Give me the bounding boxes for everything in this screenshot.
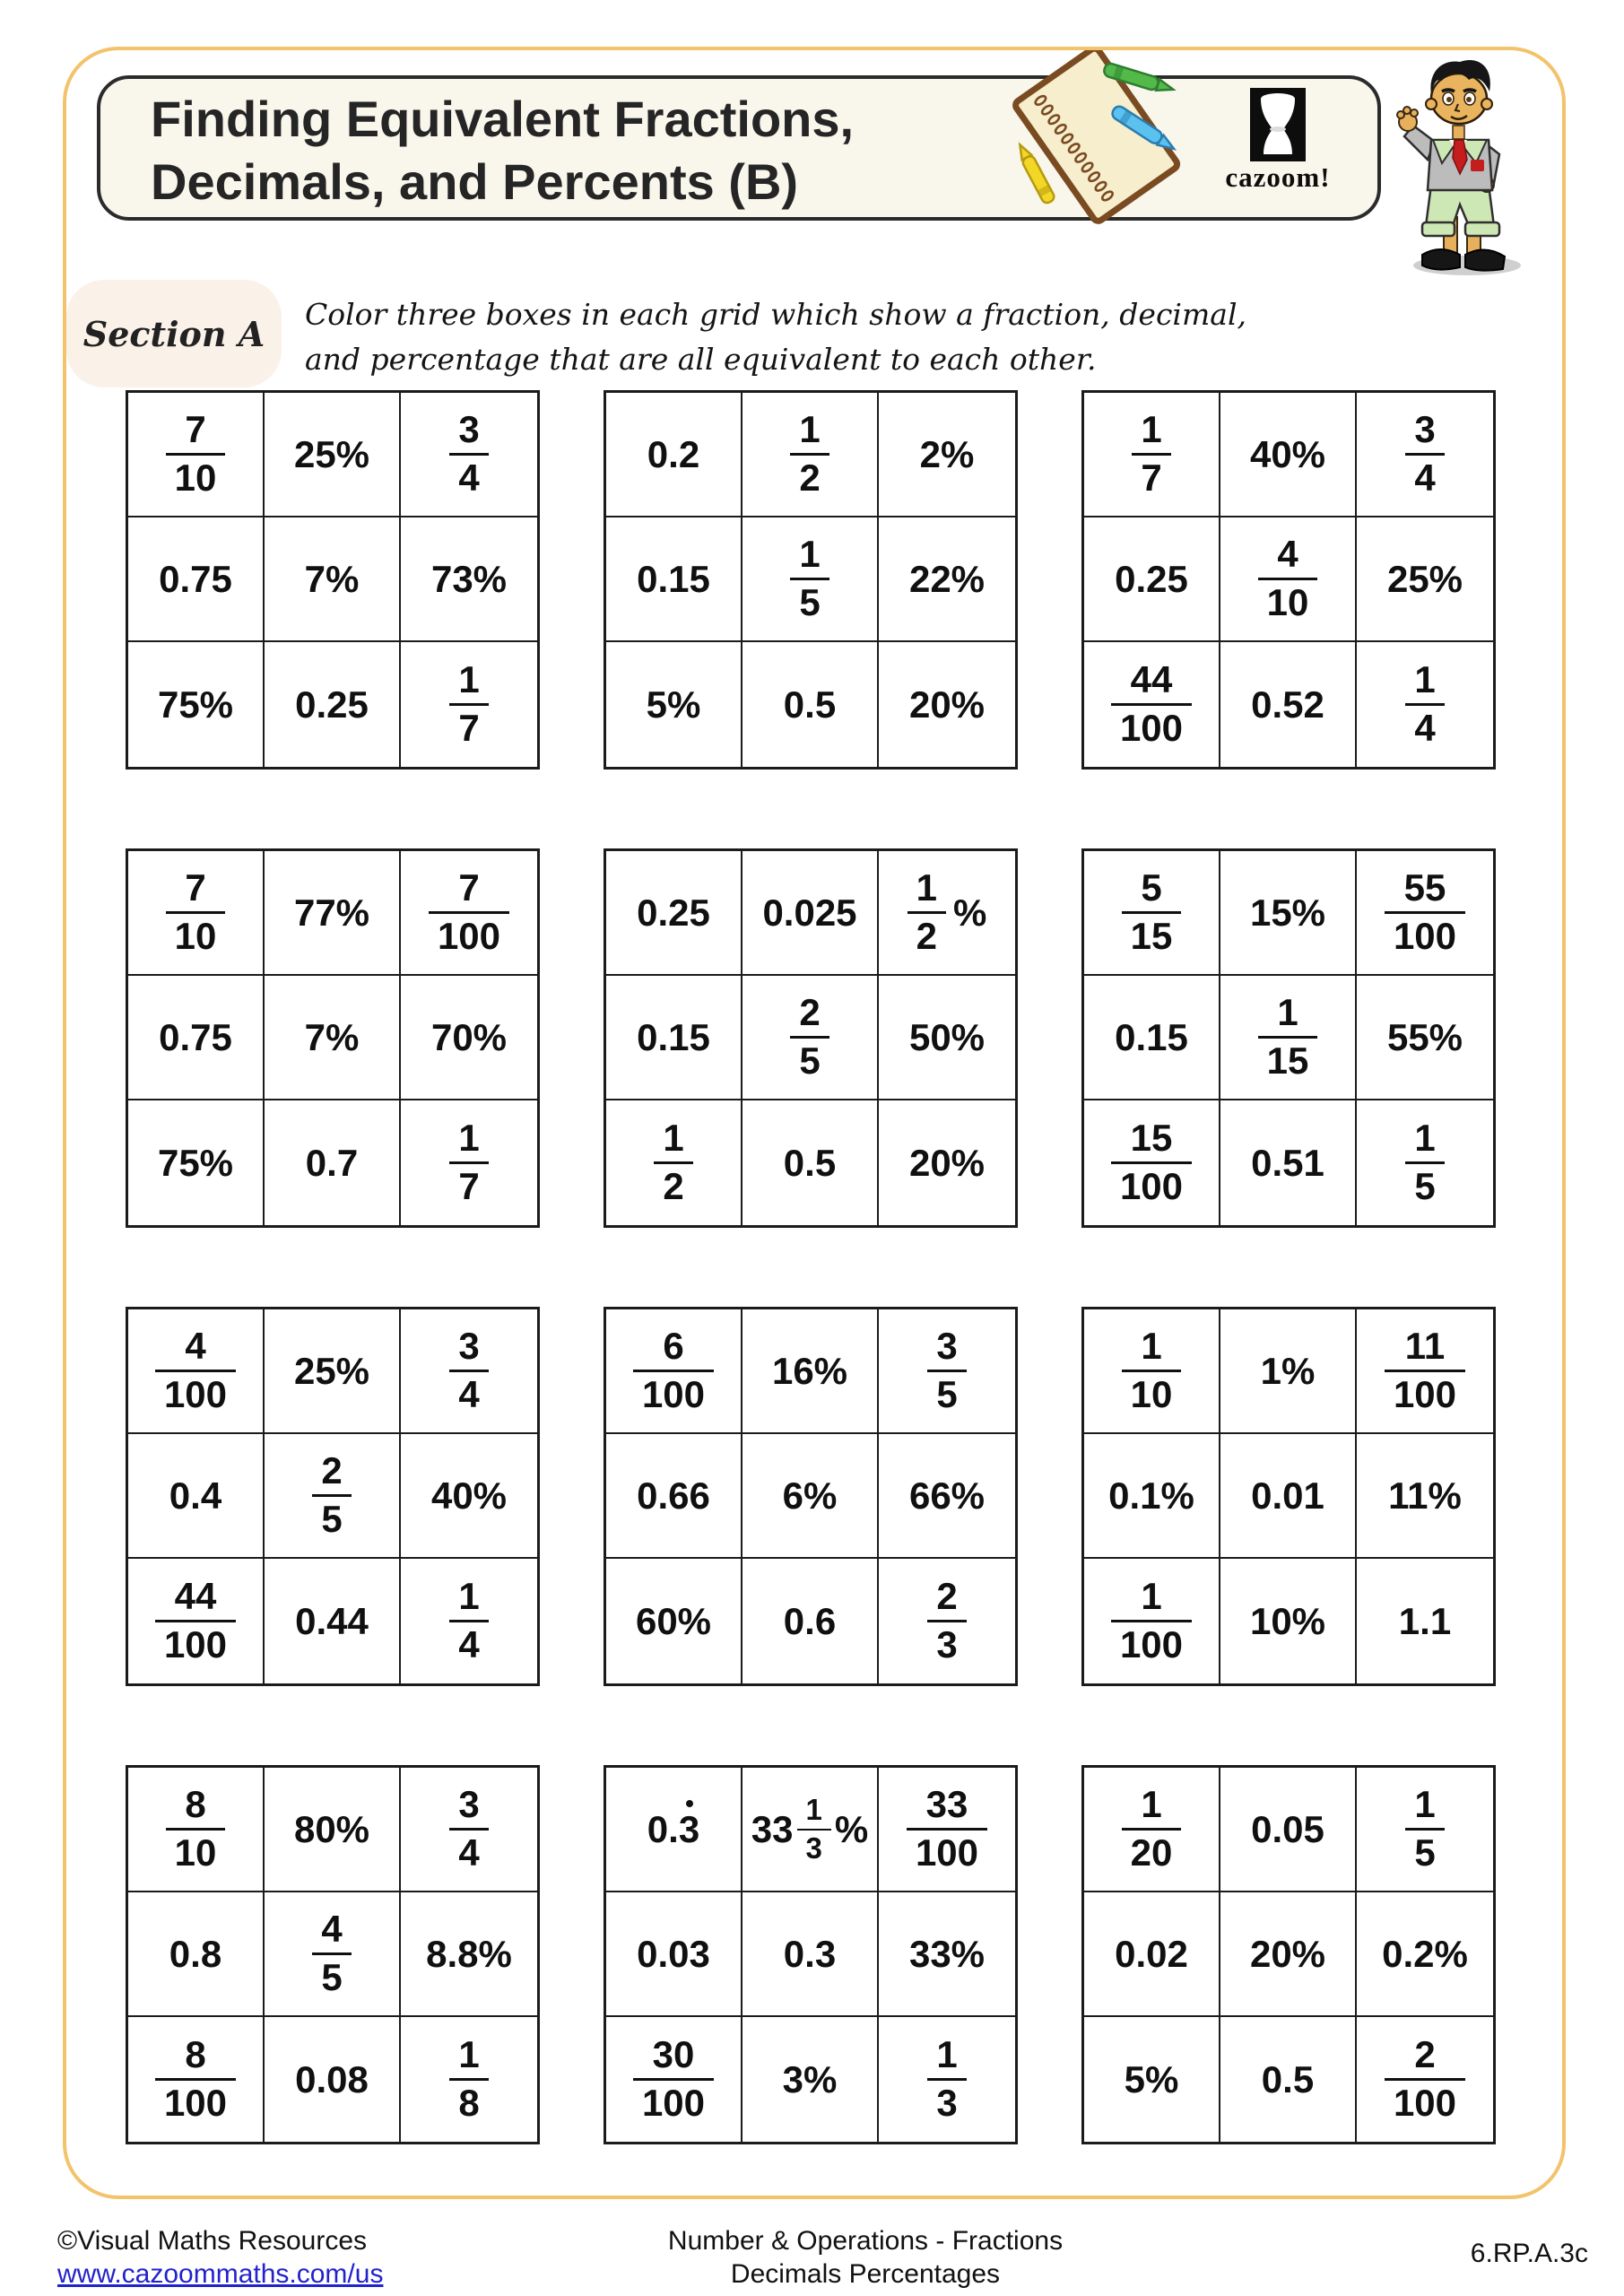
grid-3-cell-6[interactable]	[1357, 517, 1493, 642]
page-title-line2: Decimals, and Percents (B)	[151, 153, 799, 210]
fraction-value: $\frac{7}{100}$	[429, 868, 509, 956]
page-title	[151, 88, 854, 213]
grid-5-cell-2[interactable]	[743, 851, 879, 976]
grid-2-cell-5[interactable]	[743, 517, 879, 642]
cell-value: 2%	[919, 432, 975, 475]
equivalence-grid-12	[1081, 1765, 1496, 2144]
cell-value: 16%	[771, 1349, 848, 1392]
cell-value: 0.15	[637, 557, 710, 600]
grid-2-cell-3[interactable]	[879, 393, 1015, 517]
grid-1-cell-9[interactable]	[401, 642, 537, 767]
grid-6-cell-8[interactable]	[1220, 1100, 1357, 1225]
grid-5-cell-4[interactable]	[606, 976, 743, 1100]
grids-container	[126, 390, 1496, 2144]
footer-standard-code: 6.RP.A.3c	[1470, 2239, 1588, 2268]
equivalence-grid-10	[126, 1765, 540, 2144]
cell-value: 0.025	[762, 891, 857, 934]
grid-4-cell-8[interactable]	[265, 1100, 401, 1225]
page-title-line1: Finding Equivalent Fractions,	[151, 91, 855, 147]
fraction-value: $\frac{1}{5}$	[1405, 1118, 1444, 1206]
grid-2-cell-4[interactable]	[606, 517, 743, 642]
fraction-value: $\frac{4}{5}$	[312, 1909, 351, 1997]
fraction-value: $\frac{44}{100}$	[155, 1577, 236, 1665]
grid-3-cell-3[interactable]	[1357, 393, 1493, 517]
grid-10-cell-6[interactable]	[401, 1892, 537, 2017]
grid-12-cell-6[interactable]	[1357, 1892, 1493, 2017]
grid-10-cell-9[interactable]	[401, 2017, 537, 2142]
grid-6-cell-6[interactable]	[1357, 976, 1493, 1100]
grid-9-cell-1[interactable]	[1084, 1309, 1220, 1434]
grid-1-cell-5[interactable]	[265, 517, 401, 642]
section-a-box	[66, 280, 282, 387]
equivalence-grid-7	[126, 1307, 540, 1686]
cell-value: 0.7	[305, 1141, 359, 1184]
grid-1-cell-6[interactable]	[401, 517, 537, 642]
fraction-value: $\frac{1}{3}$	[927, 2035, 966, 2123]
grid-7-cell-7[interactable]	[128, 1559, 265, 1683]
fraction-value: $\frac{1}{5}$	[1405, 1785, 1444, 1873]
mixed-number-percent-value: 33 $\frac{1}{3}$ %	[751, 1792, 869, 1865]
cell-value: 73%	[430, 557, 508, 600]
cell-value: 0.66	[637, 1474, 710, 1517]
fraction-value: $\frac{8}{10}$	[166, 1785, 226, 1873]
grid-11-cell-6[interactable]	[879, 1892, 1015, 2017]
fraction-value: $\frac{1}{10}$	[1122, 1326, 1182, 1414]
grid-6-cell-9[interactable]	[1357, 1100, 1493, 1225]
grid-10-cell-7[interactable]	[128, 2017, 265, 2142]
grid-3-cell-4[interactable]	[1084, 517, 1220, 642]
grid-7-cell-2[interactable]	[265, 1309, 401, 1434]
equivalence-grid-11	[604, 1765, 1018, 2144]
cell-value: 20%	[908, 683, 986, 726]
grid-8-cell-2[interactable]	[743, 1309, 879, 1434]
cell-value: 77%	[293, 891, 370, 934]
fraction-value: $\frac{1}{2}$	[790, 410, 829, 498]
grid-4-cell-7[interactable]	[128, 1100, 265, 1225]
grid-4-cell-3[interactable]	[401, 851, 537, 976]
grid-7-cell-9[interactable]	[401, 1559, 537, 1683]
grid-2-cell-2[interactable]	[743, 393, 879, 517]
cell-value: 0.02	[1115, 1932, 1188, 1975]
grid-12-cell-9[interactable]	[1357, 2017, 1493, 2142]
cell-value: 0.4	[169, 1474, 222, 1517]
grid-1-cell-1[interactable]	[128, 393, 265, 517]
grid-4-cell-1[interactable]	[128, 851, 265, 976]
fraction-value: $\frac{3}{4}$	[1405, 410, 1444, 498]
grid-9-cell-9[interactable]	[1357, 1559, 1493, 1683]
grid-7-cell-5[interactable]	[265, 1434, 401, 1559]
cell-value: 0.75	[159, 1015, 232, 1058]
cazoom-logo-text: cazoom!	[1225, 161, 1331, 193]
cell-value: 3%	[782, 2057, 838, 2100]
fraction-value: $\frac{11}{100}$	[1385, 1326, 1465, 1414]
cell-value: 0.25	[1115, 557, 1188, 600]
cell-value: 0.5	[1261, 2057, 1315, 2100]
cell-value: 0.2	[647, 432, 700, 475]
grid-3-cell-2[interactable]	[1220, 393, 1357, 517]
grid-2-cell-7[interactable]	[606, 642, 743, 767]
cell-value: 50%	[908, 1015, 986, 1058]
fraction-value: $\frac{1}{7}$	[449, 660, 488, 748]
grid-12-cell-5[interactable]	[1220, 1892, 1357, 2017]
fraction-value: $\frac{1}{100}$	[1111, 1577, 1192, 1665]
cell-value: 70%	[430, 1015, 508, 1058]
fraction-value: $\frac{1}{7}$	[1132, 410, 1170, 498]
grid-1-cell-4[interactable]	[128, 517, 265, 642]
cell-value: 0.75	[159, 557, 232, 600]
grid-9-cell-7[interactable]	[1084, 1559, 1220, 1683]
cell-value: 0.15	[637, 1015, 710, 1058]
grid-8-cell-6[interactable]	[879, 1434, 1015, 1559]
grid-9-cell-6[interactable]	[1357, 1434, 1493, 1559]
fraction-value: $\frac{1}{20}$	[1122, 1785, 1182, 1873]
cell-value: 66%	[908, 1474, 986, 1517]
cell-value: 33%	[908, 1932, 986, 1975]
grid-11-cell-1[interactable]	[606, 1768, 743, 1892]
grid-12-cell-2[interactable]	[1220, 1768, 1357, 1892]
grid-1-cell-7[interactable]	[128, 642, 265, 767]
footer-website-link[interactable]: www.cazoommaths.com/us	[57, 2259, 384, 2289]
cell-value: 0.8	[169, 1932, 222, 1975]
cell-value: 20%	[1249, 1932, 1326, 1975]
cell-value: 5%	[1124, 2057, 1179, 2100]
fraction-value: $\frac{3}{4}$	[449, 1785, 488, 1873]
fraction-value: $\frac{1}{2}$	[908, 868, 946, 956]
grid-4-cell-9[interactable]	[401, 1100, 537, 1225]
grid-3-cell-1[interactable]	[1084, 393, 1220, 517]
cell-value: 20%	[908, 1141, 986, 1184]
fraction-value: $\frac{5}{15}$	[1122, 868, 1182, 956]
equivalence-grid-8	[604, 1307, 1018, 1686]
grid-9-cell-2[interactable]	[1220, 1309, 1357, 1434]
grid-3-cell-5[interactable]	[1220, 517, 1357, 642]
fraction-value: $\frac{2}{5}$	[790, 993, 829, 1081]
grid-9-cell-8[interactable]	[1220, 1559, 1357, 1683]
grid-3-cell-8[interactable]	[1220, 642, 1357, 767]
equivalence-grid-2	[604, 390, 1018, 770]
grid-8-cell-3[interactable]	[879, 1309, 1015, 1434]
grid-1-cell-3[interactable]	[401, 393, 537, 517]
grid-4-cell-5[interactable]	[265, 976, 401, 1100]
cell-value: 55%	[1386, 1015, 1463, 1058]
grid-11-cell-5[interactable]	[743, 1892, 879, 2017]
fraction-value: $\frac{55}{100}$	[1385, 868, 1465, 956]
fraction-value: $\frac{8}{100}$	[155, 2035, 236, 2123]
cell-value: 60%	[635, 1599, 712, 1642]
fraction-value: $\frac{4}{10}$	[1258, 535, 1318, 622]
footer-center	[126, 2224, 1605, 2291]
grid-5-cell-1[interactable]	[606, 851, 743, 976]
fraction-value: $\frac{7}{10}$	[166, 410, 226, 498]
grid-6-cell-4[interactable]	[1084, 976, 1220, 1100]
cell-value: 40%	[1249, 432, 1326, 475]
fraction-value: $\frac{4}{100}$	[155, 1326, 236, 1414]
equivalence-grid-1	[126, 390, 540, 770]
fraction-value: $\frac{1}{8}$	[449, 2035, 488, 2123]
grid-7-cell-4[interactable]	[128, 1434, 265, 1559]
cell-value: 1%	[1260, 1349, 1316, 1392]
fraction-value: $\frac{1}{4}$	[449, 1577, 488, 1665]
grid-8-cell-9[interactable]	[879, 1559, 1015, 1683]
grid-2-cell-9[interactable]	[879, 642, 1015, 767]
equivalence-grid-5	[604, 848, 1018, 1228]
fraction-value: $\frac{44}{100}$	[1111, 660, 1192, 748]
fraction-value: $\frac{1}{4}$	[1405, 660, 1444, 748]
fraction-value: $\frac{33}{100}$	[907, 1785, 987, 1873]
grid-5-cell-3[interactable]	[879, 851, 1015, 976]
instructions-line1: Color three boxes in each grid which show a fraction, decimal,	[305, 297, 1246, 332]
grid-4-cell-2[interactable]	[265, 851, 401, 976]
equivalence-grid-3	[1081, 390, 1496, 770]
cell-value: 0.3	[783, 1932, 837, 1975]
grid-12-cell-7[interactable]	[1084, 2017, 1220, 2142]
grid-5-cell-9[interactable]	[879, 1100, 1015, 1225]
section-a-label: Section A	[83, 313, 265, 354]
cell-value: 22%	[908, 557, 986, 600]
grid-5-cell-7[interactable]	[606, 1100, 743, 1225]
fraction-value: $\frac{30}{100}$	[633, 2035, 714, 2123]
grid-10-cell-2[interactable]	[265, 1768, 401, 1892]
footer-copyright: ©Visual Maths Resources	[57, 2226, 368, 2256]
footer-topic-line1: Number & Operations - Fractions	[667, 2226, 1064, 2256]
fraction-value: $\frac{6}{100}$	[633, 1326, 714, 1414]
cell-value: 40%	[430, 1474, 508, 1517]
grid-6-cell-2[interactable]	[1220, 851, 1357, 976]
grid-9-cell-4[interactable]	[1084, 1434, 1220, 1559]
cell-value: 0.15	[1115, 1015, 1188, 1058]
cell-value: 6%	[782, 1474, 838, 1517]
fraction-value: $\frac{15}{100}$	[1111, 1118, 1192, 1206]
grid-7-cell-1[interactable]	[128, 1309, 265, 1434]
grid-6-cell-1[interactable]	[1084, 851, 1220, 976]
grid-7-cell-6[interactable]	[401, 1434, 537, 1559]
fraction-value: $\frac{1}{3}$	[797, 1795, 831, 1864]
cell-value: 5%	[646, 683, 701, 726]
fraction-value: $\frac{3}{5}$	[927, 1326, 966, 1414]
grid-6-cell-5[interactable]	[1220, 976, 1357, 1100]
fraction-value: $\frac{1}{7}$	[449, 1118, 488, 1206]
grid-11-cell-3[interactable]	[879, 1768, 1015, 1892]
grid-8-cell-1[interactable]	[606, 1309, 743, 1434]
cell-value: 7%	[304, 1015, 360, 1058]
cell-value: 0.2%	[1382, 1932, 1468, 1975]
grid-8-cell-5[interactable]	[743, 1434, 879, 1559]
grid-9-cell-5[interactable]	[1220, 1434, 1357, 1559]
footer-topic-line2: Decimals Percentages	[730, 2259, 1001, 2289]
cell-value: 0.6	[783, 1599, 837, 1642]
grid-6-cell-3[interactable]	[1357, 851, 1493, 976]
cell-value: 1.1	[1398, 1599, 1452, 1642]
fraction-value: $\frac{2}{5}$	[312, 1451, 351, 1539]
notebook-crayons-illustration	[1003, 50, 1195, 230]
grid-4-cell-4[interactable]	[128, 976, 265, 1100]
cell-value: 0.25	[637, 891, 710, 934]
cell-value: 0.5	[783, 683, 837, 726]
cell-value: 7%	[304, 557, 360, 600]
grid-6-cell-7[interactable]	[1084, 1100, 1220, 1225]
cell-value: 0.08	[295, 2057, 369, 2100]
cazoom-drum-icon	[1215, 86, 1341, 167]
grid-5-cell-5[interactable]	[743, 976, 879, 1100]
grid-10-cell-8[interactable]	[265, 2017, 401, 2142]
fraction-value: $\frac{3}{4}$	[449, 1326, 488, 1414]
grid-11-cell-8[interactable]	[743, 2017, 879, 2142]
grid-8-cell-4[interactable]	[606, 1434, 743, 1559]
fraction-value: $\frac{2}{3}$	[927, 1577, 966, 1665]
fraction-percent-value: $\frac{1}{2}$ %	[908, 868, 987, 956]
grid-3-cell-9[interactable]	[1357, 642, 1493, 767]
cell-value: 0.05	[1251, 1807, 1324, 1850]
cell-value: 25%	[1386, 557, 1463, 600]
section-a-instructions	[305, 292, 1246, 382]
grid-2-cell-8[interactable]	[743, 642, 879, 767]
cell-value: 80%	[293, 1807, 370, 1850]
grid-12-cell-8[interactable]	[1220, 2017, 1357, 2142]
grid-3-cell-7[interactable]	[1084, 642, 1220, 767]
grid-10-cell-5[interactable]	[265, 1892, 401, 2017]
cazoom-logo	[1215, 86, 1341, 193]
fraction-value: $\frac{1}{15}$	[1258, 993, 1318, 1081]
cell-value: 0.52	[1251, 683, 1324, 726]
grid-12-cell-4[interactable]	[1084, 1892, 1220, 2017]
cell-value: 25%	[293, 432, 370, 475]
grid-12-cell-3[interactable]	[1357, 1768, 1493, 1892]
grid-4-cell-6[interactable]	[401, 976, 537, 1100]
grid-8-cell-8[interactable]	[743, 1559, 879, 1683]
cell-value: 0.1%	[1108, 1474, 1194, 1517]
grid-1-cell-2[interactable]	[265, 393, 401, 517]
grid-7-cell-3[interactable]	[401, 1309, 537, 1434]
grid-11-cell-9[interactable]	[879, 2017, 1015, 2142]
cell-value: 0.51	[1251, 1141, 1324, 1184]
grid-2-cell-1[interactable]	[606, 393, 743, 517]
fraction-value: $\frac{1}{2}$	[654, 1118, 692, 1206]
grid-10-cell-4[interactable]	[128, 1892, 265, 2017]
equivalence-grid-6	[1081, 848, 1496, 1228]
cell-value: 0.03	[637, 1932, 710, 1975]
grid-2-cell-6[interactable]	[879, 517, 1015, 642]
cell-value: 0.44	[295, 1599, 369, 1642]
grid-11-cell-7[interactable]	[606, 2017, 743, 2142]
cell-value: 25%	[293, 1349, 370, 1392]
fraction-value: $\frac{7}{10}$	[166, 868, 226, 956]
instructions-line2: and percentage that are all equivalent to each other.	[305, 342, 1097, 377]
fraction-value: $\frac{3}{4}$	[449, 410, 488, 498]
cell-value: 75%	[157, 1141, 234, 1184]
grid-5-cell-8[interactable]	[743, 1100, 879, 1225]
cell-value: 15%	[1249, 891, 1326, 934]
cell-value: 75%	[157, 683, 234, 726]
equivalence-grid-4	[126, 848, 540, 1228]
cell-value: 8.8%	[426, 1932, 512, 1975]
grid-10-cell-1[interactable]	[128, 1768, 265, 1892]
grid-1-cell-8[interactable]	[265, 642, 401, 767]
cell-value: 11%	[1388, 1474, 1462, 1517]
boy-character-illustration	[1379, 54, 1536, 283]
cell-value: 0.25	[295, 683, 369, 726]
cell-value: 10%	[1249, 1599, 1326, 1642]
cell-value: 0.01	[1251, 1474, 1324, 1517]
grid-11-cell-4[interactable]	[606, 1892, 743, 2017]
recurring-decimal-value: 0.3	[647, 1807, 700, 1850]
grid-8-cell-7[interactable]	[606, 1559, 743, 1683]
grid-10-cell-3[interactable]	[401, 1768, 537, 1892]
cell-value: 0.5	[783, 1141, 837, 1184]
grid-5-cell-6[interactable]	[879, 976, 1015, 1100]
fraction-value: $\frac{2}{100}$	[1385, 2035, 1465, 2123]
grid-12-cell-1[interactable]	[1084, 1768, 1220, 1892]
grid-7-cell-8[interactable]	[265, 1559, 401, 1683]
fraction-value: $\frac{1}{5}$	[790, 535, 829, 622]
grid-11-cell-2[interactable]	[743, 1768, 879, 1892]
equivalence-grid-9	[1081, 1307, 1496, 1686]
grid-9-cell-3[interactable]	[1357, 1309, 1493, 1434]
